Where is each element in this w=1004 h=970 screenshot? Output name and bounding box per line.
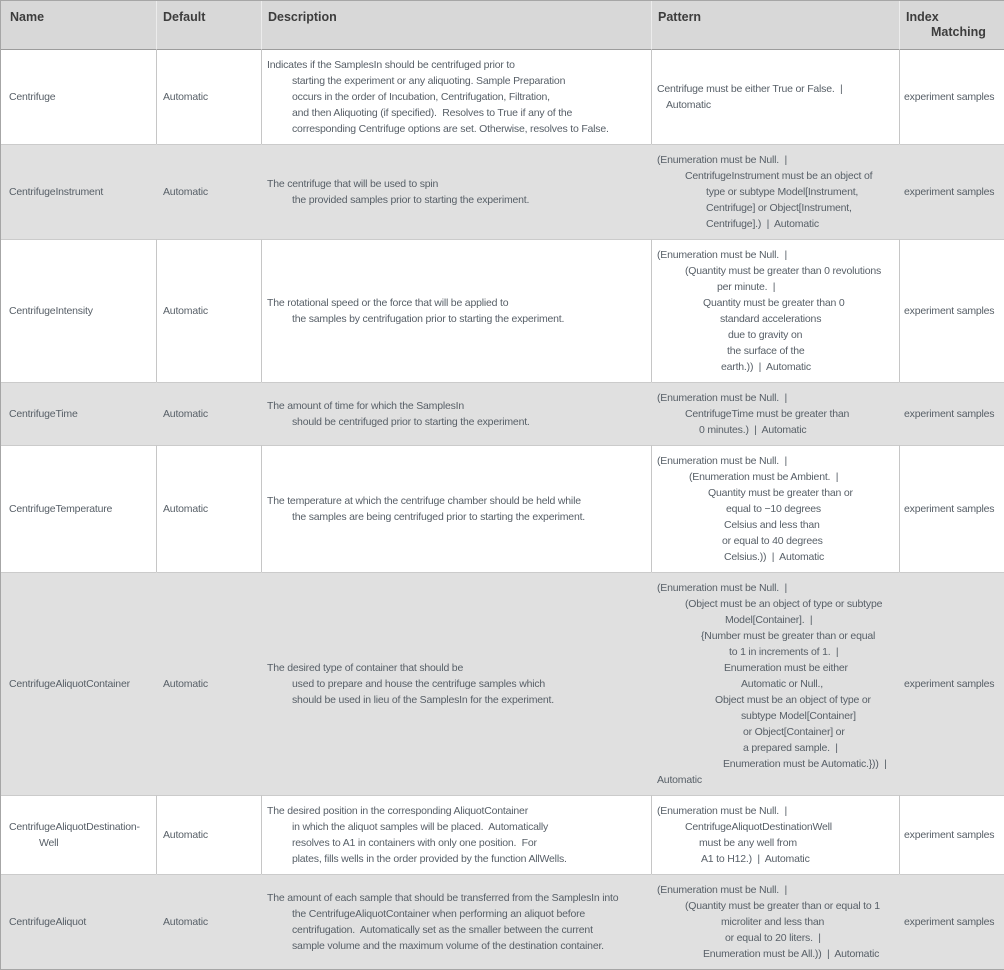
cell-line: plates, fills wells in the order provided by the function AllWells. xyxy=(292,853,567,865)
cell-line: the samples are being centrifuged prior to starting the experiment. xyxy=(292,511,586,523)
cell-name xyxy=(1,795,156,874)
pattern-line: Centrifuge must be either True or False. | xyxy=(657,83,843,95)
cell-line: Centrifuge xyxy=(9,91,56,103)
cell-default xyxy=(156,144,261,239)
column-header-label: Index xyxy=(906,10,939,24)
table-row xyxy=(1,795,1004,874)
pattern-line: Centrifuge] or Object[Instrument, xyxy=(706,202,852,214)
pattern-line: Centrifuge].) | Automatic xyxy=(706,218,819,230)
cell-name xyxy=(1,50,156,144)
pattern-line: Celsius and less than xyxy=(724,519,820,531)
cell-line: CentrifugeAliquot xyxy=(9,916,87,928)
pattern-line: per minute. | xyxy=(717,281,776,293)
pattern-line: Automatic xyxy=(666,99,711,111)
header-row xyxy=(1,1,1004,50)
cell-name xyxy=(1,445,156,572)
pattern-line: Model[Container]. | xyxy=(725,614,813,626)
cell-line: The amount of each sample that should be transferred from the SamplesIn into xyxy=(267,892,619,904)
column-header-name xyxy=(1,1,156,50)
cell-description xyxy=(261,795,651,874)
pattern-line: A1 to H12.) | Automatic xyxy=(701,853,810,865)
cell-line: The rotational speed or the force that will be applied to xyxy=(267,297,509,309)
cell-description xyxy=(261,144,651,239)
cell-line: CentrifugeInstrument xyxy=(9,186,104,198)
pattern-line: CentrifugeInstrument must be an object of xyxy=(685,170,873,182)
table-row xyxy=(1,50,1004,144)
cell-description xyxy=(261,445,651,572)
index-matching-value: experiment samples xyxy=(904,305,995,317)
cell-line: in which the aliquot samples will be placed. Automatically xyxy=(292,821,549,833)
index-matching-value: experiment samples xyxy=(904,186,995,198)
pattern-line: (Quantity must be greater than 0 revolutions xyxy=(685,265,882,277)
cell-name xyxy=(1,382,156,445)
column-header-pattern xyxy=(651,1,899,50)
cell-name xyxy=(1,239,156,382)
index-matching-value: experiment samples xyxy=(904,503,995,515)
column-header-label: Name xyxy=(10,10,45,24)
index-matching-value: experiment samples xyxy=(904,829,995,841)
cell-line: Indicates if the SamplesIn should be centrifuged prior to xyxy=(267,59,515,71)
pattern-line: Object must be an object of type or xyxy=(715,694,871,706)
cell-line: sample volume and the maximum volume of the destination container. xyxy=(292,940,604,952)
column-header-label: Description xyxy=(268,10,337,24)
pattern-line: Automatic xyxy=(657,774,702,786)
pattern-line: earth.)) | Automatic xyxy=(721,361,811,373)
cell-name xyxy=(1,572,156,795)
default-value: Automatic xyxy=(163,305,208,317)
pattern-line: (Enumeration must be Ambient. | xyxy=(689,471,839,483)
column-header-description xyxy=(261,1,651,50)
cell-line: The amount of time for which the SamplesIn xyxy=(267,400,465,412)
index-matching-value: experiment samples xyxy=(904,408,995,420)
cell-index-matching xyxy=(899,239,1004,382)
table-header xyxy=(1,1,1004,50)
pattern-line: (Enumeration must be Null. | xyxy=(657,154,787,166)
pattern-line: due to gravity on xyxy=(728,329,803,341)
cell-name xyxy=(1,144,156,239)
cell-line: The temperature at which the centrifuge chamber should be held while xyxy=(267,495,581,507)
pattern-line: (Enumeration must be Null. | xyxy=(657,392,787,404)
pattern-line: (Enumeration must be Null. | xyxy=(657,805,787,817)
pattern-line: (Enumeration must be Null. | xyxy=(657,582,787,594)
cell-line: The desired position in the corresponding AliquotContainer xyxy=(267,805,528,817)
pattern-line: Celsius.)) | Automatic xyxy=(724,551,825,563)
cell-line: the CentrifugeAliquotContainer when performing an aliquot before xyxy=(292,908,586,920)
pattern-line: Quantity must be greater than or xyxy=(708,487,853,499)
cell-line: The centrifuge that will be used to spin xyxy=(267,178,439,190)
pattern-line: or Object[Container] or xyxy=(743,726,845,738)
cell-default xyxy=(156,382,261,445)
column-header-default xyxy=(156,1,261,50)
column-header-index-matching xyxy=(899,1,1004,50)
cell-description xyxy=(261,50,651,144)
cell-index-matching xyxy=(899,572,1004,795)
pattern-line: a prepared sample. | xyxy=(743,742,838,754)
cell-index-matching xyxy=(899,874,1004,969)
cell-pattern xyxy=(651,239,899,382)
default-value: Automatic xyxy=(163,503,208,515)
default-value: Automatic xyxy=(163,678,208,690)
pattern-line: {Number must be greater than or equal xyxy=(701,630,876,642)
cell-index-matching xyxy=(899,50,1004,144)
cell-line: occurs in the order of Incubation, Centrifugation, Filtration, xyxy=(292,91,550,103)
cell-description xyxy=(261,572,651,795)
cell-default xyxy=(156,50,261,144)
cell-index-matching xyxy=(899,144,1004,239)
pattern-line: to 1 in increments of 1. | xyxy=(729,646,839,658)
table-row xyxy=(1,572,1004,795)
index-matching-value: experiment samples xyxy=(904,91,995,103)
pattern-line: must be any well from xyxy=(699,837,797,849)
cell-line: should be centrifuged prior to starting the experiment. xyxy=(292,416,530,428)
cell-default xyxy=(156,795,261,874)
cell-line: The desired type of container that should be xyxy=(267,662,464,674)
pattern-line: CentrifugeTime must be greater than xyxy=(685,408,850,420)
pattern-line: (Object must be an object of type or subtype xyxy=(685,598,883,610)
cell-pattern xyxy=(651,144,899,239)
cell-line: resolves to A1 in containers with only one position. For xyxy=(292,837,537,849)
index-matching-value: experiment samples xyxy=(904,678,995,690)
cell-default xyxy=(156,874,261,969)
default-value: Automatic xyxy=(163,186,208,198)
cell-name xyxy=(1,874,156,969)
cell-description xyxy=(261,382,651,445)
pattern-line: 0 minutes.) | Automatic xyxy=(699,424,807,436)
default-value: Automatic xyxy=(163,829,208,841)
column-header-label: Matching xyxy=(931,25,986,39)
cell-index-matching xyxy=(899,445,1004,572)
cell-line: and then Aliquoting (if specified). Resolves to True if any of the xyxy=(292,107,573,119)
column-header-label: Pattern xyxy=(658,10,702,24)
pattern-line: equal to −10 degrees xyxy=(726,503,821,515)
index-matching-value: experiment samples xyxy=(904,916,995,928)
pattern-line: Enumeration must be either xyxy=(724,662,848,674)
pattern-line: the surface of the xyxy=(727,345,805,357)
pattern-line: or equal to 20 liters. | xyxy=(725,932,821,944)
cell-default xyxy=(156,445,261,572)
cell-default xyxy=(156,572,261,795)
cell-pattern xyxy=(651,572,899,795)
cell-description xyxy=(261,874,651,969)
pattern-line: Automatic or Null., xyxy=(741,678,823,690)
cell-line: the provided samples prior to starting the experiment. xyxy=(292,194,530,206)
cell-line: CentrifugeTemperature xyxy=(9,503,113,515)
cell-line: Well xyxy=(39,837,59,849)
pattern-line: standard accelerations xyxy=(720,313,822,325)
cell-line: CentrifugeAliquotDestination- xyxy=(9,821,140,833)
cell-line: CentrifugeAliquotContainer xyxy=(9,678,130,690)
default-value: Automatic xyxy=(163,91,208,103)
pattern-line: Enumeration must be Automatic.})) | xyxy=(723,758,887,770)
pattern-line: or equal to 40 degrees xyxy=(722,535,823,547)
cell-pattern xyxy=(651,382,899,445)
default-value: Automatic xyxy=(163,408,208,420)
cell-pattern xyxy=(651,445,899,572)
default-value: Automatic xyxy=(163,916,208,928)
cell-default xyxy=(156,239,261,382)
pattern-line: (Enumeration must be Null. | xyxy=(657,249,787,261)
cell-line: used to prepare and house the centrifuge samples which xyxy=(292,678,546,690)
cell-pattern xyxy=(651,795,899,874)
cell-index-matching xyxy=(899,795,1004,874)
cell-line: corresponding Centrifuge options are set. Otherwise, resolves to False. xyxy=(292,123,609,135)
cell-pattern xyxy=(651,50,899,144)
pattern-line: Quantity must be greater than 0 xyxy=(703,297,845,309)
table-row xyxy=(1,144,1004,239)
cell-line: the samples by centrifugation prior to starting the experiment. xyxy=(292,313,565,325)
cell-line: should be used in lieu of the SamplesIn for the experiment. xyxy=(292,694,554,706)
cell-index-matching xyxy=(899,382,1004,445)
table-row xyxy=(1,239,1004,382)
pattern-line: type or subtype Model[Instrument, xyxy=(706,186,859,198)
cell-line: CentrifugeTime xyxy=(9,408,78,420)
pattern-line: subtype Model[Container] xyxy=(741,710,856,722)
pattern-line: (Enumeration must be Null. | xyxy=(657,884,787,896)
pattern-line: Enumeration must be All.)) | Automatic xyxy=(703,948,880,960)
pattern-line: CentrifugeAliquotDestinationWell xyxy=(685,821,832,833)
table-row xyxy=(1,445,1004,572)
pattern-line: (Quantity must be greater than or equal to 1 xyxy=(685,900,880,912)
table-body xyxy=(1,50,1004,969)
table-row xyxy=(1,874,1004,969)
cell-description xyxy=(261,239,651,382)
cell-line: CentrifugeIntensity xyxy=(9,305,93,317)
pattern-line: (Enumeration must be Null. | xyxy=(657,455,787,467)
cell-pattern xyxy=(651,874,899,969)
cell-line: starting the experiment or any aliquoting. Sample Preparation xyxy=(292,75,566,87)
column-header-label: Default xyxy=(163,10,206,24)
pattern-line: microliter and less than xyxy=(721,916,825,928)
table-row xyxy=(1,382,1004,445)
cell-line: centrifugation. Automatically set as the smaller between the current xyxy=(292,924,593,936)
